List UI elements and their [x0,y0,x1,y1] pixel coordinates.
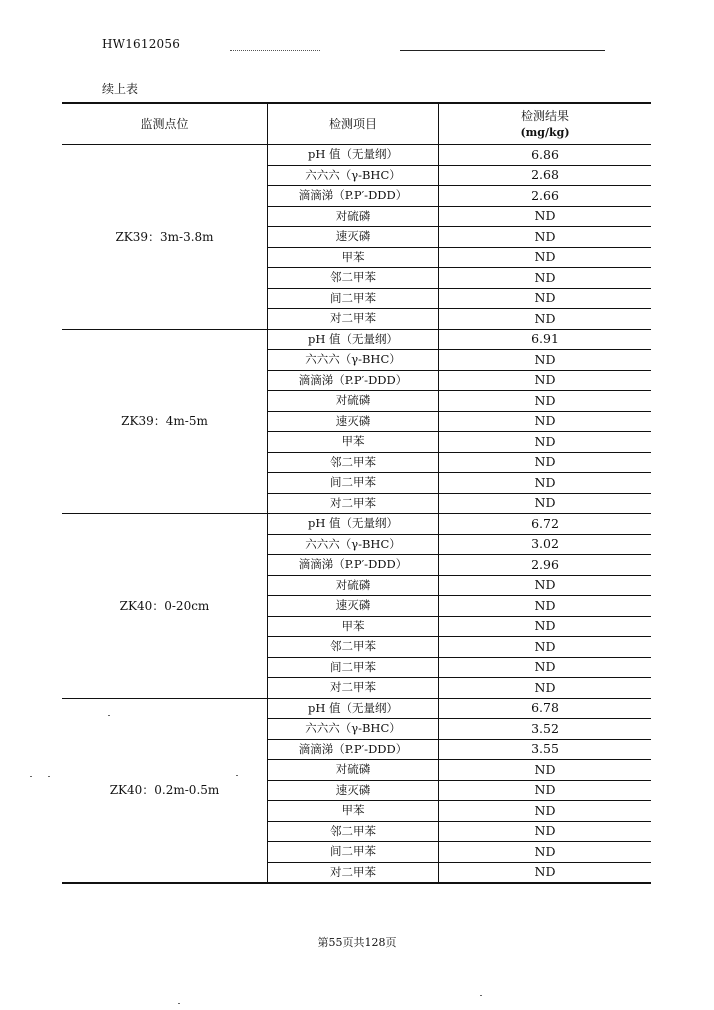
item-cell: 甲苯 [268,432,439,453]
result-cell: ND [439,247,652,268]
scan-speck [30,776,32,777]
header-site: 监测点位 [62,103,268,145]
item-cell: 六六六（γ-BHC） [268,165,439,186]
item-cell: 速灭磷 [268,411,439,432]
item-cell: 邻二甲苯 [268,268,439,289]
table-row [62,145,651,166]
result-cell: ND [439,760,652,781]
result-cell: ND [439,268,652,289]
result-cell: 2.68 [439,165,652,186]
table-body [62,145,651,884]
item-cell: 邻二甲苯 [268,452,439,473]
result-cell: 2.96 [439,555,652,576]
result-cell: ND [439,452,652,473]
table-header-row [62,103,651,145]
result-cell: ND [439,288,652,309]
item-cell: 滴滴涕（P.P′-DDD） [268,739,439,760]
scan-speck [480,995,482,996]
item-cell: 间二甲苯 [268,473,439,494]
header-rule [400,50,605,51]
item-cell: 对二甲苯 [268,862,439,883]
scan-speck [108,715,110,716]
table-row [62,514,651,535]
item-cell: 甲苯 [268,616,439,637]
result-cell: 6.78 [439,698,652,719]
result-cell: ND [439,493,652,514]
result-cell: ND [439,370,652,391]
item-cell: pH 值（无量纲） [268,514,439,535]
item-cell: 滴滴涕（P.P′-DDD） [268,370,439,391]
result-cell: ND [439,391,652,412]
result-cell: ND [439,411,652,432]
table-row [62,329,651,350]
result-cell: ND [439,473,652,494]
page-footer: 第55页共128页 [317,936,397,949]
header-result [439,103,652,145]
result-cell: ND [439,637,652,658]
document-id: HW1612056 [102,37,181,51]
result-cell: ND [439,575,652,596]
item-cell: pH 值（无量纲） [268,329,439,350]
item-cell: 对硫磷 [268,206,439,227]
item-cell: 对二甲苯 [268,309,439,330]
result-cell: ND [439,842,652,863]
result-cell: 2.66 [439,186,652,207]
result-cell: 6.91 [439,329,652,350]
scan-speck [48,776,50,777]
item-cell: 间二甲苯 [268,288,439,309]
results-table [62,102,651,884]
result-cell: 6.72 [439,514,652,535]
header-dotted-rule [230,50,320,51]
result-cell: ND [439,678,652,699]
site-cell: ZK40：0-20cm [62,514,268,699]
result-cell: ND [439,206,652,227]
item-cell: 甲苯 [268,801,439,822]
item-cell: 邻二甲苯 [268,637,439,658]
header-item: 检测项目 [268,103,439,145]
item-cell: pH 值（无量纲） [268,145,439,166]
item-cell: 甲苯 [268,247,439,268]
result-cell: 3.52 [439,719,652,740]
item-cell: 对硫磷 [268,391,439,412]
item-cell: 对二甲苯 [268,493,439,514]
result-cell: 3.55 [439,739,652,760]
item-cell: 六六六（γ-BHC） [268,350,439,371]
site-cell: ZK40：0.2m-0.5m [62,698,268,883]
item-cell: 六六六（γ-BHC） [268,719,439,740]
result-cell: ND [439,616,652,637]
item-cell: pH 值（无量纲） [268,698,439,719]
result-cell: ND [439,350,652,371]
result-cell: 6.86 [439,145,652,166]
item-cell: 速灭磷 [268,596,439,617]
result-cell: ND [439,596,652,617]
item-cell: 滴滴涕（P.P′-DDD） [268,555,439,576]
result-cell: ND [439,801,652,822]
result-cell: ND [439,657,652,678]
result-cell: ND [439,432,652,453]
result-cell: ND [439,309,652,330]
item-cell: 间二甲苯 [268,842,439,863]
site-cell: ZK39：4m-5m [62,329,268,514]
item-cell: 速灭磷 [268,780,439,801]
item-cell: 滴滴涕（P.P′-DDD） [268,186,439,207]
item-cell: 速灭磷 [268,227,439,248]
item-cell: 对硫磷 [268,575,439,596]
item-cell: 对二甲苯 [268,678,439,699]
scan-speck [178,1003,180,1004]
result-cell: 3.02 [439,534,652,555]
result-cell: ND [439,862,652,883]
result-cell: ND [439,821,652,842]
item-cell: 六六六（γ-BHC） [268,534,439,555]
item-cell: 间二甲苯 [268,657,439,678]
scan-speck [236,775,238,776]
header-result-unit: (mg/kg) [520,126,570,139]
site-cell: ZK39：3m-3.8m [62,145,268,330]
result-cell: ND [439,227,652,248]
table-continuation-caption: 续上表 [102,82,139,96]
item-cell: 对硫磷 [268,760,439,781]
result-cell: ND [439,780,652,801]
item-cell: 邻二甲苯 [268,821,439,842]
table-row [62,698,651,719]
header-result-label: 检测结果 [520,109,569,123]
